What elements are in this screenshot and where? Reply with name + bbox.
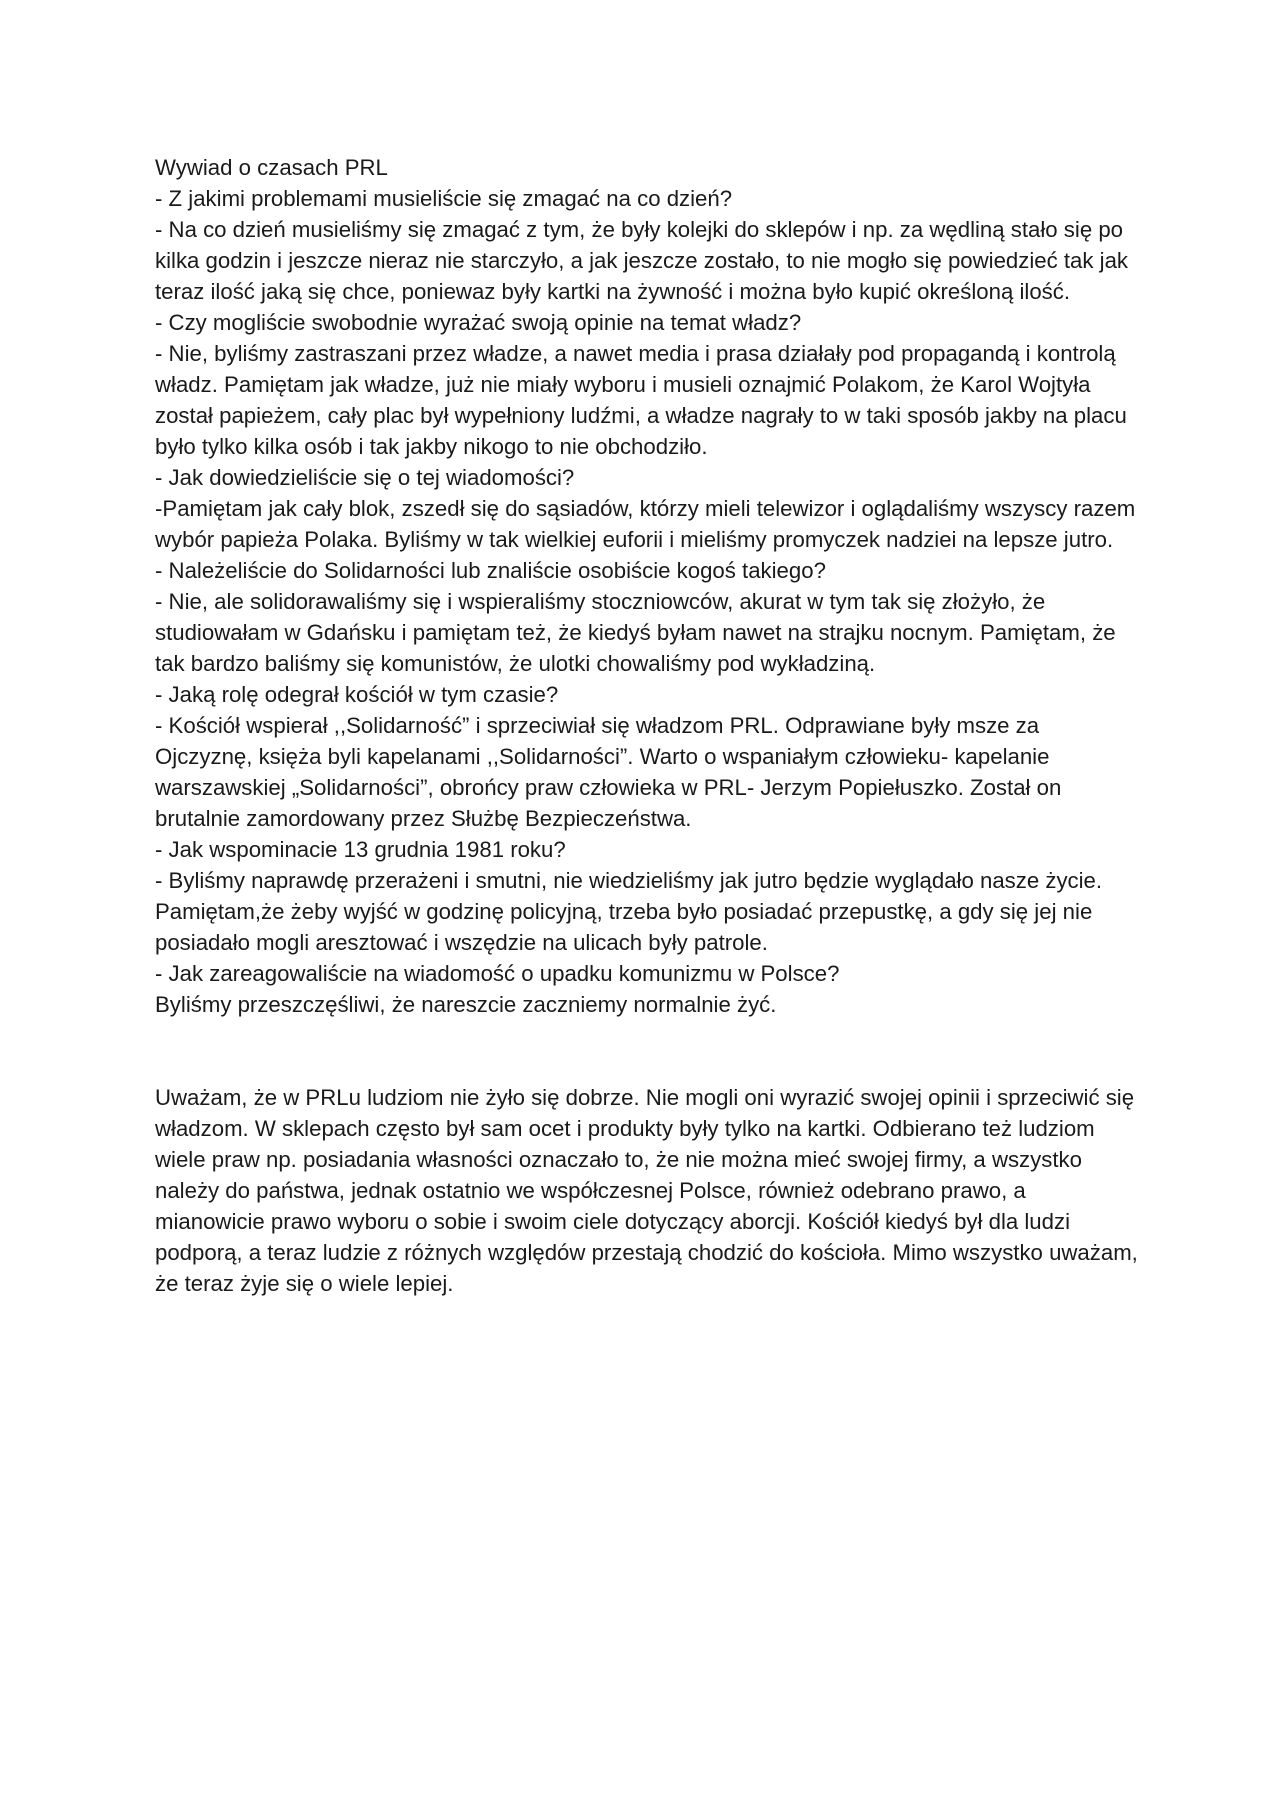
- interview-answer: Byliśmy przeszczęśliwi, że nareszcie zaczniemy normalnie żyć.: [155, 992, 777, 1017]
- interview-answer: - Nie, byliśmy zastraszani przez władze, a nawet media i prasa działały pod propagandą i kontrolą władz. Pamiętam jak władze, już nie miały wyboru i musieli oznajmić Polakom, że Karol Wojtyła został papieżem, cały plac był wypełniony ludźmi, a władze nagrały to w taki sposób jakby na placu było tylko kilka osób i tak jakby nikogo to nie obchodziło.: [155, 341, 1127, 459]
- interview-question: - Jaką rolę odegrał kościół w tym czasie?: [155, 682, 559, 707]
- interview-question: - Należeliście do Solidarności lub znaliście osobiście kogoś takiego?: [155, 558, 826, 583]
- interview-answer: - Kościół wspierał ,,Solidarność” i sprzeciwiał się władzom PRL. Odprawiane były msze za Ojczyznę, księża byli kapelanami ,,Solidarności”. Warto o wspaniałym człowieku- kapelanie warszawskiej „Solidarności”, obrońcy praw człowieka w PRL- Jerzym Popiełuszko. Został on brutalnie zamordowany przez Służbę Bezpieczeństwa.: [155, 713, 1062, 831]
- document-title: Wywiad o czasach PRL: [155, 155, 388, 180]
- interview-answer: - Nie, ale solidorawaliśmy się i wspieraliśmy stoczniowców, akurat w tym tak się złożyło, że studiowałam w Gdańsku i pamiętam też, że kiedyś byłam nawet na strajku nocnym. Pamiętam, że tak bardzo baliśmy się komunistów, że ulotki chowaliśmy pod wykładziną.: [155, 589, 1116, 676]
- paragraph-gap: [155, 1020, 1140, 1082]
- interview-question: - Czy mogliście swobodnie wyrażać swoją opinie na temat władz?: [155, 310, 802, 335]
- interview-answer: -Pamiętam jak cały blok, zszedł się do sąsiadów, którzy mieli telewizor i oglądaliśmy wszyscy razem wybór papieża Polaka. Byliśmy w tak wielkiej euforii i mieliśmy promyczek nadziei na lepsze jutro.: [155, 496, 1136, 552]
- interview-question: - Jak wspominacie 13 grudnia 1981 roku?: [155, 837, 566, 862]
- document-body: [155, 152, 1140, 1299]
- interview-section: [155, 183, 1140, 1020]
- interview-answer: - Na co dzień musieliśmy się zmagać z tym, że były kolejki do sklepów i np. za wędliną stało się po kilka godzin i jeszcze nieraz nie starczyło, a jak jeszcze zostało, to nie mogło się powiedzieć tak jak teraz ilość jaką się chce, poniewaz były kartki na żywność i można było kupić określoną ilość.: [155, 217, 1128, 304]
- conclusion-paragraph: Uważam, że w PRLu ludziom nie żyło się dobrze. Nie mogli oni wyrazić swojej opinii i sprzeciwić się władzom. W sklepach często był sam ocet i produkty były tylko na kartki. Odbierano też ludziom wiele praw np. posiadania własności oznaczało to, że nie można mieć swojej firmy, a wszystko należy do państwa, jednak ostatnio we współczesnej Polsce, również odebrano prawo, a mianowicie prawo wyboru o sobie i swoim ciele dotyczący aborcji. Kościół kiedyś był dla ludzi podporą, a teraz ludzie z różnych względów przestają chodzić do kościoła. Mimo wszystko uważam, że teraz żyje się o wiele lepiej.: [155, 1085, 1138, 1296]
- interview-question: - Z jakimi problemami musieliście się zmagać na co dzień?: [155, 186, 733, 211]
- interview-question: - Jak zareagowaliście na wiadomość o upadku komunizmu w Polsce?: [155, 961, 840, 986]
- interview-question: - Jak dowiedzieliście się o tej wiadomości?: [155, 465, 575, 490]
- interview-answer: - Byliśmy naprawdę przerażeni i smutni, nie wiedzieliśmy jak jutro będzie wyglądało nasze życie. Pamiętam,że żeby wyjść w godzinę policyjną, trzeba było posiadać przepustkę, a gdy się jej nie posiadało mogli aresztować i wszędzie na ulicach były patrole.: [155, 868, 1103, 955]
